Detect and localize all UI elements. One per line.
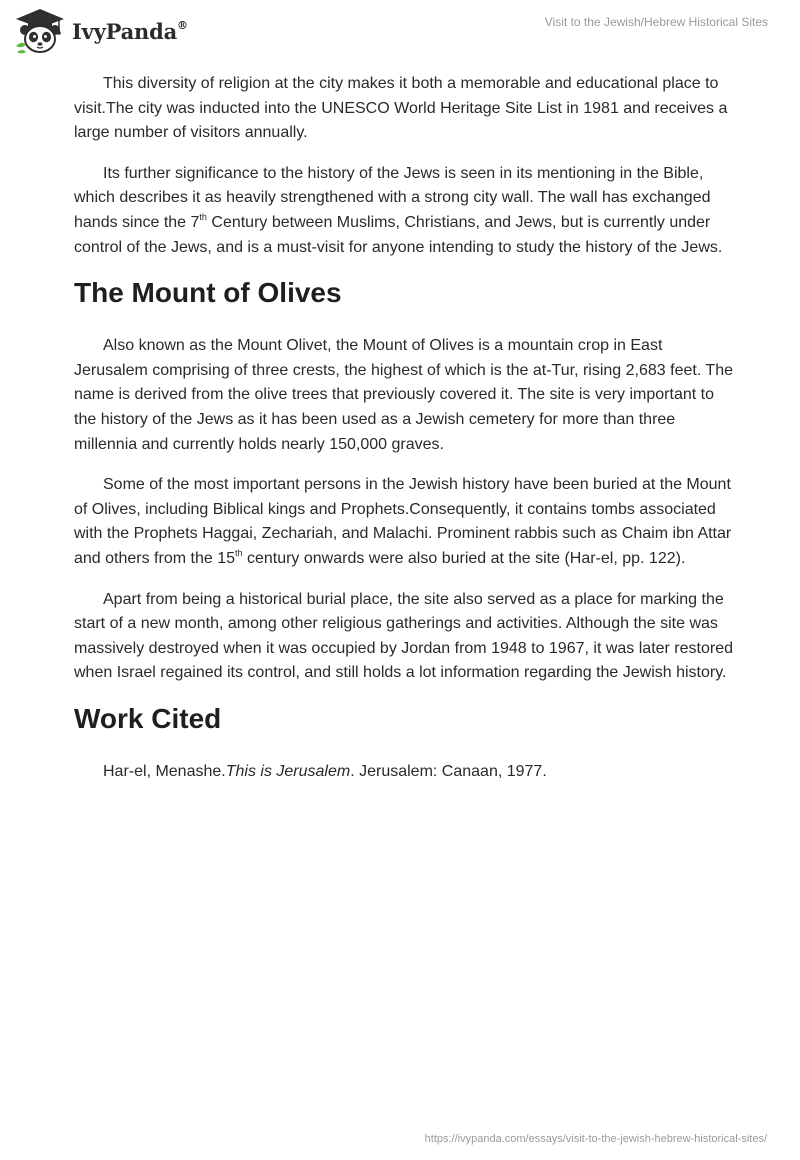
panda-graduate-icon — [14, 8, 66, 54]
page-header — [0, 0, 800, 62]
citation-publisher: . Jerusalem: Canaan, 1977. — [350, 762, 547, 780]
ivypanda-logo[interactable] — [14, 8, 188, 54]
section-heading-mount-of-olives: The Mount of Olives — [74, 277, 342, 309]
registered-mark: ® — [177, 18, 188, 32]
olives-p2-text-end: century onwards were also buried at the site (Har-el, pp. 122). — [242, 549, 686, 567]
wall-text-end: Century between Muslims, Christians, and Jews, but is currently under control of the Jews, and is a must-visit for anyone intending to study the history of the Jews. — [74, 213, 723, 256]
ordinal-suffix: th — [199, 211, 207, 222]
brand-wordmark: IvyPanda — [72, 18, 178, 44]
citation-entry — [74, 760, 734, 785]
city-wall-paragraph — [74, 162, 734, 260]
olives-paragraph-2 — [74, 473, 734, 571]
brand-name — [72, 19, 188, 44]
document-title: Visit to the Jewish/Hebrew Historical Sites — [544, 15, 768, 29]
source-url[interactable]: https://ivypanda.com/essays/visit-to-the-jewish-hebrew-historical-sites/ — [424, 1133, 767, 1145]
wall-text-start: Its further significance to the history of the Jews is seen in its mentioning in the Bible, which describes it as heavily strengthened with a strong city wall. The wall has exchanged hands since the 7 — [74, 164, 711, 231]
essay-content — [74, 72, 734, 800]
section-heading-work-cited: Work Cited — [74, 702, 222, 734]
citation-author: Har-el, Menashe. — [103, 762, 226, 780]
citation-title: This is Jerusalem — [225, 762, 351, 780]
intro-paragraph: This diversity of religion at the city makes it both a memorable and educational place to visit.The city was inducted into the UNESCO World Heritage Site List in 1981 and receives a large number of visitors annually. — [74, 75, 728, 142]
olives-paragraph-3: Apart from being a historical burial place, the site also served as a place for marking the start of a new month, among other religious gatherings and activities. Although the site was massively destroyed when it was occupied by Jordan from 1948 to 1967, it was later restored when Israel regained its control, and still holds a lot information regarding the Jewish history. — [74, 590, 733, 682]
olives-p2-text-start: Some of the most important persons in the Jewish history have been buried at the Mount of Olives, including Biblical kings and Prophets.Consequently, it contains tombs associated with the Prophets Haggai, Zechariah, and Malachi. Prominent rabbis such as Chaim ibn Attar and others from the 15 — [74, 476, 732, 567]
olives-paragraph-1: Also known as the Mount Olivet, the Mount of Olives is a mountain crop in East Jerusalem comprising of three crests, the highest of which is the at-Tur, rising 2,683 feet. The name is derived from the olive trees that previously covered it. The site is very important to the history of the Jews as it has been used as a Jewish cemetery for more than three millennia and currently holds nearly 150,000 graves. — [74, 337, 733, 453]
ordinal-suffix: th — [234, 547, 243, 558]
